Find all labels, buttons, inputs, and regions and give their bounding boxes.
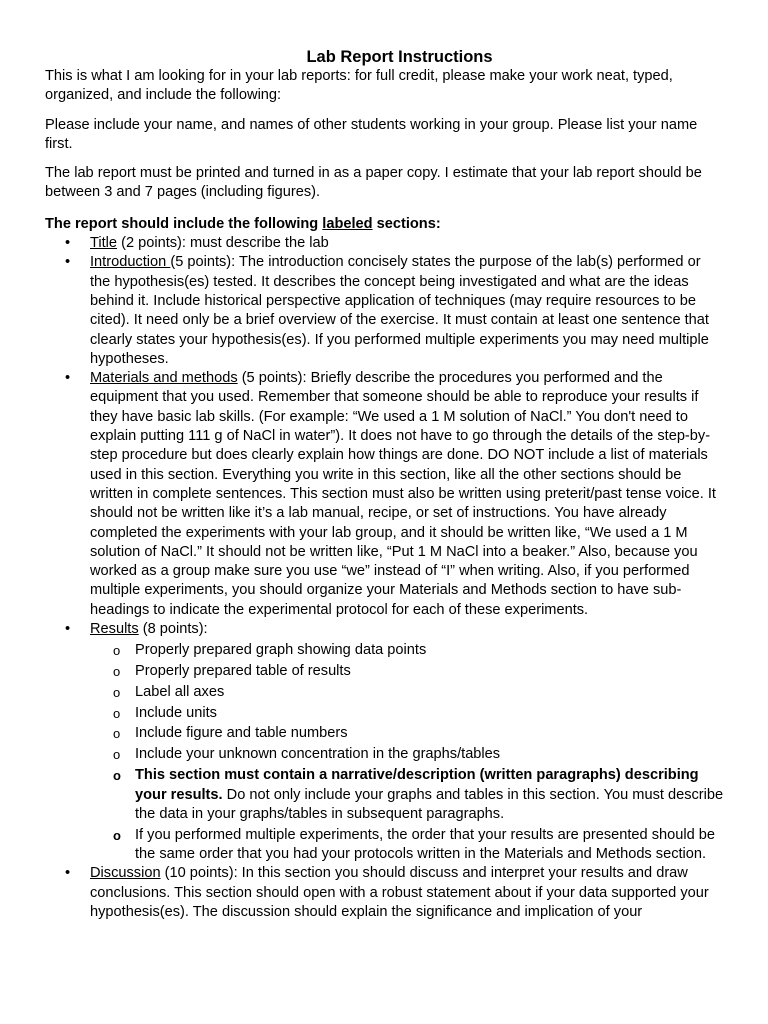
results-sublist [90,641,724,864]
section-name: Title [90,235,118,252]
sub-list-item [113,704,724,723]
circle-bullet-icon: o [113,705,121,721]
section-text: (5 points): Briefly describe the procedures you performed and the equipment that you used. Remember that someone should be able to reproduce your results if they have basic lab skills. (For example: “We used a 1 M solution of NaCl.” You don't need to explain putting 111 g of NaCl in water”). It does not have to go through the details of the step-by-step procedure but does clearly explain how things are done. DO NOT include a list of materials used in this section. Everything you write in this section, like all the other sections should be written in complete sentences. This section must also be written using preterit/past tense voice. It should not be written like it’s a lab manual, recipe, or set of instructions. You have already completed the experiments with your lab group, and it should be written like, “We used a 1 M solution of NaCl.” It should not be written like, “Put 1 M NaCl into a beaker.” Also, because you worked as a group make sure you use “we” instead of “I” when writing. Also, if you performed multiple experiments, you should organize your Materials and Methods section to have sub-headings to indicate the experimental protocol for each of these experiments. [90,370,716,618]
bullet-icon: • [65,865,71,882]
sub-item-text: Properly prepared table of results [135,662,351,679]
sections-heading-before: The report should include the following [45,215,323,232]
sub-item-text: Include units [135,704,217,721]
sections-list [45,234,724,922]
sections-heading-underlined: labeled [322,215,373,232]
circle-bullet-icon: o [113,663,121,679]
list-item-introduction [65,253,724,369]
sub-item-text: Include your unknown concentration in the graphs/tables [135,746,501,763]
section-text: (10 points): In this section you should discuss and interpret your results and draw conclusions. This section should open with a robust statement about if your data supported your hypothesis(es). The discussion should explain the significance and implication of your [90,865,709,920]
list-item-discussion [65,864,724,922]
page-title: Lab Report Instructions [306,48,493,66]
circle-bullet-icon: o [113,684,121,700]
bullet-icon: • [65,370,71,387]
order-text: If you performed multiple experiments, the order that your results are presented should be the same order that you had your protocols written in the Materials and Methods section. [135,826,716,863]
list-item-results [65,620,724,864]
section-name: Materials and methods [90,370,238,387]
sections-heading-after: sections: [372,215,441,232]
section-text: (8 points): [138,621,208,638]
circle-bullet-icon: o [113,827,121,843]
circle-bullet-icon: o [113,747,121,763]
bullet-icon: • [65,254,71,271]
bullet-icon: • [65,621,71,638]
bullet-icon: • [65,235,71,252]
circle-bullet-icon: o [113,642,121,658]
sub-list-item [113,745,724,764]
sub-list-item [113,662,724,681]
section-text: (5 points): The introduction concisely states the purpose of the lab(s) performed or the hypothesis(es) tested. It describes the concept being investigated and what are the ideas behind it. Include historical perspective application of techniques (may require resources to be cited). It need only be a brief overview of the exercise. It must contain at least one sentence that clearly states your hypothesis(es). If you performed multiple experiments you may need multiple hypotheses. [90,254,709,367]
sub-list-item [113,641,724,660]
sub-list-item-order [113,826,724,865]
section-name: Results [90,621,139,638]
list-item-title [65,234,724,253]
section-text: (2 points): must describe the lab [117,235,329,252]
list-item-materials-methods [65,369,724,620]
narrative-bold-text: This section must contain a narrative/description (written paragraphs) describing your results. [135,767,699,803]
sub-list-item-narrative [113,766,724,824]
sections-heading [45,215,724,234]
format-paragraph: The lab report must be printed and turned in as a paper copy. I estimate that your lab report should be between 3 and 7 pages (including figures). [45,165,702,201]
section-name: Introduction [90,254,171,271]
sub-list-item [113,683,724,702]
sub-item-text: Include figure and table numbers [135,725,348,742]
circle-bullet-icon: o [113,768,121,784]
sub-item-text: Properly prepared graph showing data points [135,641,427,658]
sub-list-item [113,724,724,743]
names-paragraph: Please include your name, and names of other students working in your group. Please list your name first. [45,116,698,152]
intro-paragraph: This is what I am looking for in your lab reports: for full credit, please make your work neat, typed, organized, and include the following: [45,68,673,104]
section-name: Discussion [90,865,161,882]
sub-item-text: Label all axes [135,683,225,700]
circle-bullet-icon: o [113,726,121,742]
narrative-text: Do not only include your graphs and tables in this section. You must describe the data in your graphs/tables in subsequent paragraphs. [135,786,724,822]
